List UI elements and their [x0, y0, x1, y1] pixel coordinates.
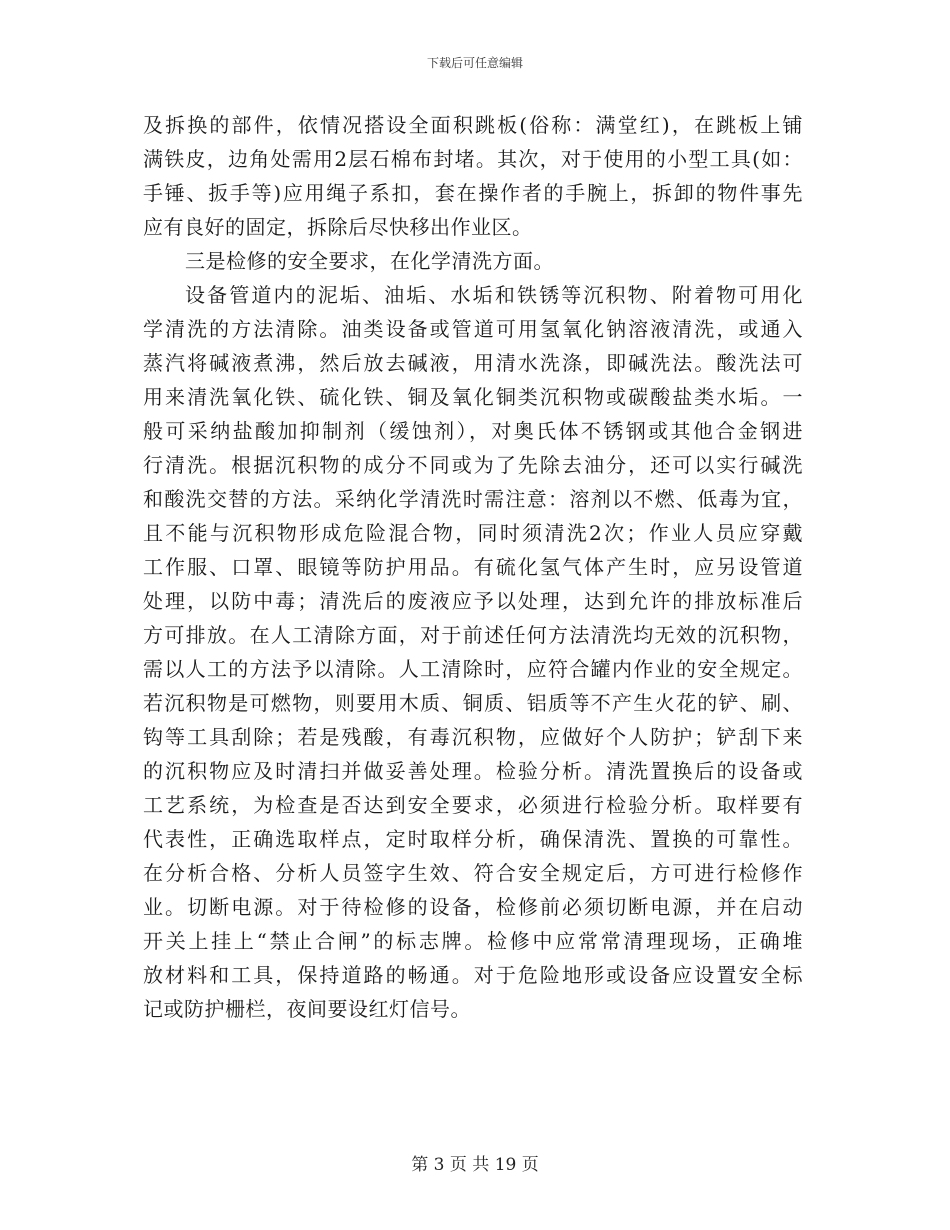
text-line: 需以人工的方法予以清除。人工清除时，应符合罐内作业的安全规定。 [143, 657, 803, 681]
text-line: 若沉积物是可燃物，则要用木质、铜质、铝质等不产生火花的铲、刷、 [143, 691, 803, 715]
text-line: 用来清洗氧化铁、硫化铁、铜及氧化铜类沉积物或碳酸盐类水垢。一 [143, 385, 803, 409]
text-line: 工艺系统，为检查是否达到安全要求，必须进行检验分析。取样要有 [143, 793, 803, 817]
text-line: 学清洗的方法清除。油类设备或管道可用氢氧化钠溶液清洗，或通入 [143, 317, 803, 341]
text-line: 记或防护栅栏，夜间要设红灯信号。 [143, 997, 471, 1021]
text-line: 蒸汽将碱液煮沸，然后放去碱液，用清水洗涤，即碱洗法。酸洗法可 [143, 351, 803, 375]
document-body [143, 108, 803, 1026]
text-line: 应有良好的固定，拆除后尽快移出作业区。 [143, 215, 533, 239]
text-line: 钩等工具刮除；若是残酸，有毒沉积物，应做好个人防护；铲刮下来 [143, 725, 803, 749]
text-line: 满铁皮，边角处需用2层石棉布封堵。其次，对于使用的小型工具(如： [143, 147, 803, 171]
text-line: 设备管道内的泥垢、油垢、水垢和铁锈等沉积物、附着物可用化 [185, 283, 803, 307]
text-line: 工作服、口罩、眼镜等防护用品。有硫化氢气体产生时，应另设管道 [143, 555, 803, 579]
text-line: 处理，以防中毒；清洗后的废液应予以处理，达到允许的排放标准后 [143, 589, 803, 613]
text-line: 和酸洗交替的方法。采纳化学清洗时需注意：溶剂以不燃、低毒为宜， [143, 487, 803, 511]
text-line: 及拆换的部件，依情况搭设全面积跳板(俗称：满堂红)，在跳板上铺 [143, 113, 803, 137]
text-line: 手锤、扳手等)应用绳子系扣，套在操作者的手腕上，拆卸的物件事先 [143, 181, 803, 205]
text-line: 在分析合格、分析人员签字生效、符合安全规定后，方可进行检修作 [143, 861, 803, 885]
text-line: 的沉积物应及时清扫并做妥善处理。检验分析。清洗置换后的设备或 [143, 759, 803, 783]
text-line: 代表性，正确选取样点，定时取样分析，确保清洗、置换的可靠性。 [143, 827, 803, 851]
text-line: 开关上挂上“禁止合闸”的标志牌。检修中应常常清理现场，正确堆 [143, 929, 803, 953]
page-header: 下载后可任意编辑 [426, 56, 523, 70]
text-line: 方可排放。在人工清除方面，对于前述任何方法清洗均无效的沉积物， [143, 623, 803, 647]
section-heading: 三是检修的安全要求，在化学清洗方面。 [185, 249, 554, 273]
text-line: 且不能与沉积物形成危险混合物，同时须清洗2次；作业人员应穿戴 [143, 521, 803, 545]
page-number-footer: 第 3 页 共 19 页 [411, 1155, 539, 1175]
text-line: 行清洗。根据沉积物的成分不同或为了先除去油分，还可以实行碱洗 [143, 453, 803, 477]
text-line: 般可采纳盐酸加抑制剂（缓蚀剂），对奥氏体不锈钢或其他合金钢进 [143, 419, 803, 443]
text-line: 放材料和工具，保持道路的畅通。对于危险地形或设备应设置安全标 [143, 963, 803, 987]
text-line: 业。切断电源。对于待检修的设备，检修前必须切断电源，并在启动 [143, 895, 803, 919]
